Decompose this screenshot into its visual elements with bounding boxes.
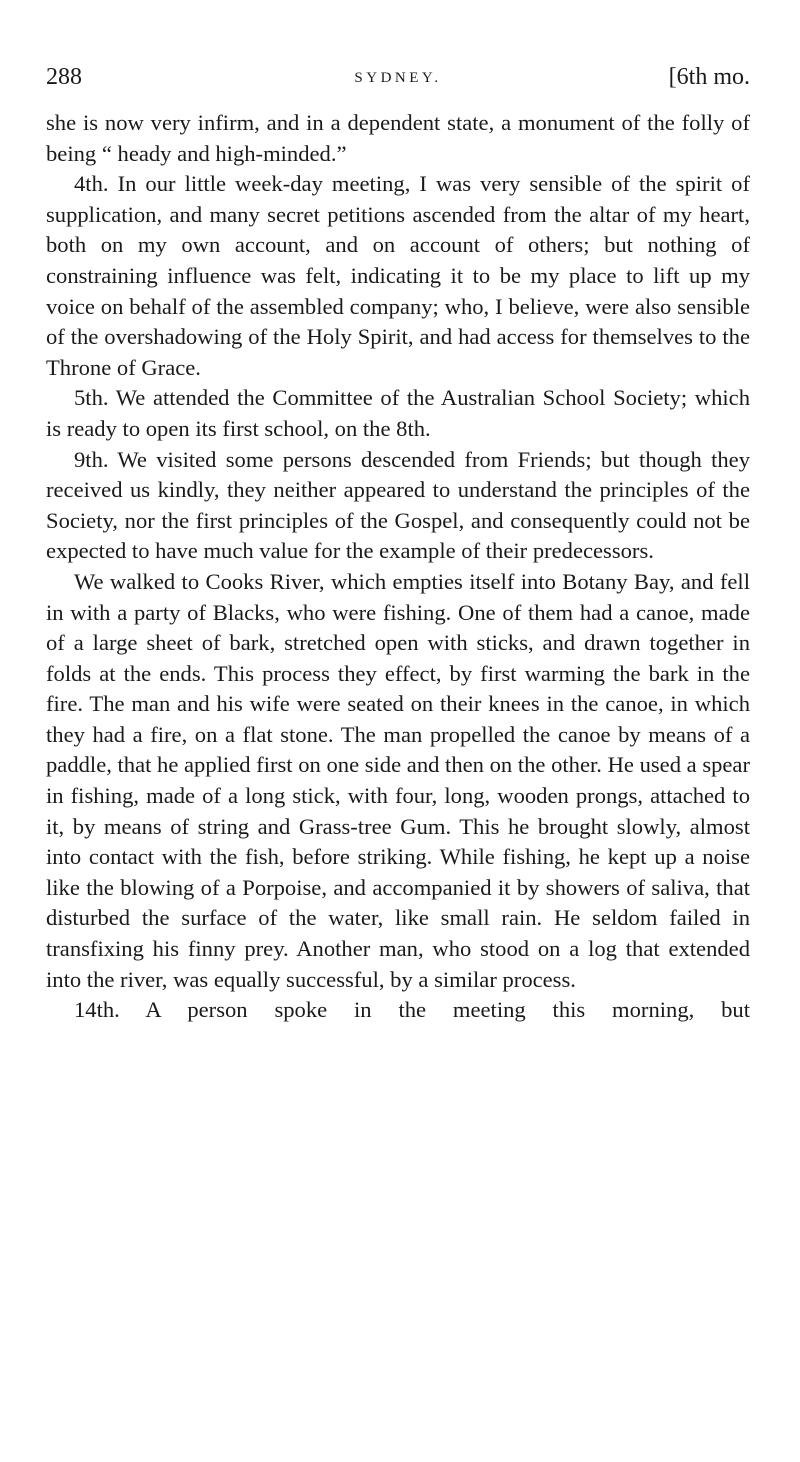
paragraph-14th: 14th. A person spoke in the meeting this morning, but — [74, 997, 750, 1023]
running-title: SYDNEY. — [354, 70, 442, 86]
paragraph-continuation: she is now very infirm, and in a dependent state, a monument of the folly of being “ heady and high-minded.” — [46, 110, 750, 166]
paragraph-cooks-river: We walked to Cooks River, which empties itself into Botany Bay, and fell in with a party of Blacks, who were fishing. One of them had a canoe, made of a large sheet of bark, stretched open with sticks, and drawn together in folds at the ends. This process they effect, by first warming the bark in the fire. The man and his wife were seated on their knees in the canoe, in which they had a fire, on a flat stone. The man propelled the canoe by means of a paddle, that he applied first on one side and then on the other. He used a spear in fishing, made of a long stick, with four, long, wooden prongs, attached to it, by means of string and Grass-tree Gum. This he brought slowly, almost into contact with the fish, before striking. While fishing, he kept up a noise like the blowing of a Porpoise, and accompanied it by showers of saliva, that disturbed the surface of the water, like small rain. He seldom failed in transfixing his finny prey. Another man, who stood on a log that extended into the river, was equally successful, by a similar process. — [46, 568, 750, 992]
date-marker: [6th mo. — [668, 64, 750, 90]
paragraph-9th: 9th. We visited some persons descended from Friends; but though they received us kindly, they neither appeared to understand the principles of the Society, nor the first principles of the Gospel, and consequently could not be expected to have much value for the example of their predecessors. — [46, 446, 750, 564]
page-number: 288 — [46, 64, 82, 90]
paragraph-4th: 4th. In our little week-day meeting, I was very sensible of the spirit of supplication, and many secret petitions ascended from the altar of my heart, both on my own account, and on account of others; but nothing of constraining influence was felt, indicating it to be my place to lift up my voice on behalf of the assembled company; who, I believe, were also sensible of the overshadowing of the Holy Spirit, and had access for themselves to the Throne of Grace. — [46, 171, 750, 380]
body-text — [46, 108, 750, 1026]
book-page — [46, 64, 750, 1026]
running-head — [46, 64, 750, 108]
paragraph-5th: 5th. We attended the Committee of the Australian School Society; which is ready to open its first school, on the 8th. — [46, 385, 750, 441]
